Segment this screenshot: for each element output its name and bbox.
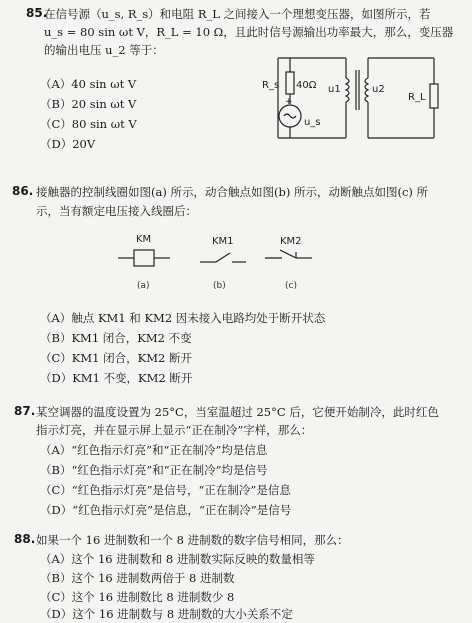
option-b: （B）这个 16 进制数两倍于 8 进制数 bbox=[40, 571, 235, 585]
question-text: 示，当有额定电压接入线圈后： bbox=[36, 204, 197, 218]
question-text: 的输出电压 u_2 等于： bbox=[44, 43, 164, 57]
question-text: 在信号源（u_s, R_s）和电阻 R_L 之间接入一个理想变压器，如图所示，若 bbox=[44, 7, 431, 21]
option-a: （A）40 sin ωt V bbox=[40, 77, 137, 91]
caption-b: (b) bbox=[213, 281, 226, 291]
contactor-figure bbox=[100, 228, 340, 294]
caption-c: (c) bbox=[285, 281, 297, 291]
option-b: （B）KM1 闭合，KM2 不变 bbox=[40, 331, 192, 345]
option-c: （C）KM1 闭合，KM2 断开 bbox=[40, 351, 192, 365]
coil-label: KM bbox=[136, 234, 152, 245]
question-text: 接触器的控制线圈如图(a) 所示，动合触点如图(b) 所示，动断触点如图(c) 所 bbox=[36, 185, 429, 199]
option-b: （B）20 sin ωt V bbox=[40, 97, 137, 111]
us-label: u_s bbox=[304, 117, 321, 128]
km1-label: KM1 bbox=[212, 236, 234, 247]
option-d: （D）这个 16 进制数与 8 进制数的大小关系不定 bbox=[40, 607, 293, 621]
km2-label: KM2 bbox=[280, 236, 302, 247]
rs-value: 40Ω bbox=[296, 80, 317, 91]
u1-label: u1 bbox=[328, 84, 341, 95]
option-b: （B）“红色指示灯亮”和“正在制冷”均是信号 bbox=[40, 463, 268, 477]
question-text: 指示灯亮，并在显示屏上显示“正在制冷”字样，那么： bbox=[36, 423, 313, 437]
question-text: u_s = 80 sin ωt V，R_L = 10 Ω，且此时信号源输出功率最大，那么，变压器 bbox=[44, 25, 454, 39]
option-d: （D）KM1 不变，KM2 断开 bbox=[40, 371, 193, 385]
question-number: 86. bbox=[12, 184, 34, 198]
question-text: 某空调器的温度设置为 25°C，当室温超过 25°C 后，它便开始制冷，此时红色 bbox=[36, 405, 439, 419]
option-a: （A）触点 KM1 和 KM2 因未接入电路均处于断开状态 bbox=[40, 311, 326, 325]
option-c: （C）80 sin ωt V bbox=[40, 117, 137, 131]
source-plus-sign: + bbox=[285, 97, 293, 107]
option-d: （D）20V bbox=[40, 137, 96, 151]
u2-label: u2 bbox=[372, 84, 385, 95]
rs-label: R_s bbox=[262, 80, 280, 91]
question-text: 如果一个 16 进制数和一个 8 进制数的数字信号相同，那么： bbox=[36, 533, 349, 547]
option-a: （A）“红色指示灯亮”和“正在制冷”均是信息 bbox=[40, 443, 268, 457]
question-number: 88. bbox=[14, 532, 36, 546]
caption-a: (a) bbox=[137, 281, 150, 291]
option-a: （A）这个 16 进制数和 8 进制数实际反映的数量相等 bbox=[40, 552, 315, 566]
transformer-circuit-diagram bbox=[258, 48, 458, 143]
question-number: 85. bbox=[26, 6, 48, 20]
rl-label: R_L bbox=[408, 92, 426, 103]
question-number: 87. bbox=[14, 404, 36, 418]
option-c: （C）“红色指示灯亮”是信号，“正在制冷”是信息 bbox=[40, 483, 291, 497]
option-c: （C）这个 16 进制数比 8 进制数少 8 bbox=[40, 590, 235, 604]
option-d: （D）“红色指示灯亮”是信息，“正在制冷”是信号 bbox=[40, 503, 292, 517]
